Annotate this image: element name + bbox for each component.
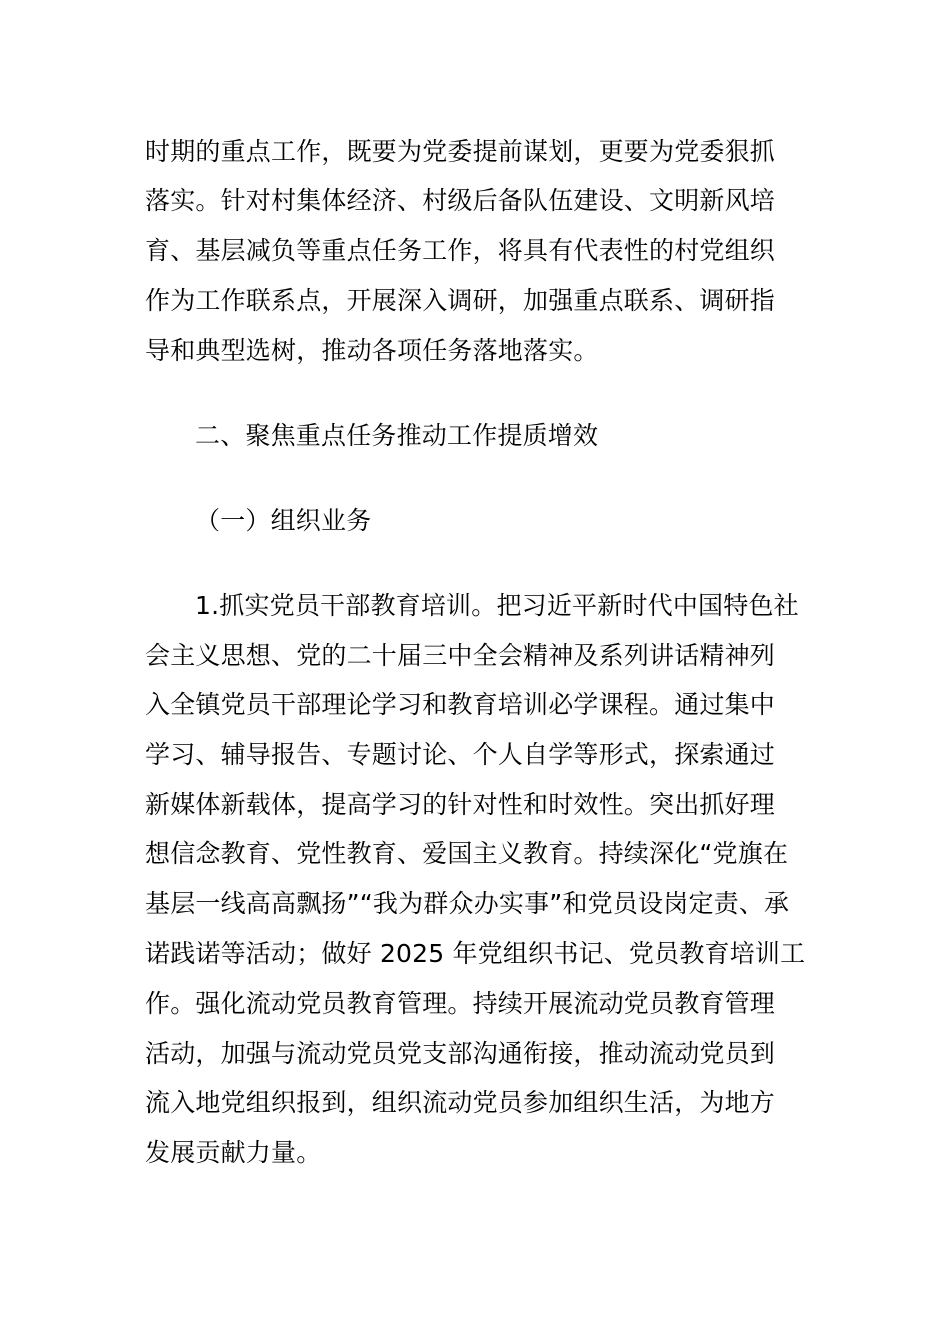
subheading-text: （一）组织业务 (195, 506, 372, 535)
text-line: 落实。针对村集体经济、村级后备队伍建设、文明新风培 (145, 186, 776, 215)
text-line: 导和典型选树，推动各项任务落地落实。 (145, 336, 599, 365)
text-line: 作为工作联系点，开展深入调研，加强重点联系、调研指 (145, 286, 776, 315)
text-line: 时期的重点工作，既要为党委提前谋划，更要为党委狠抓 (145, 137, 776, 166)
text-line: 新媒体新载体，提高学习的针对性和时效性。突出抓好理 (145, 790, 776, 819)
text-line: 发展贡献力量。 (145, 1138, 322, 1167)
text-line: 作。强化流动党员教育管理。持续开展流动党员教育管理 (145, 989, 776, 1018)
text-line: 1.抓实党员干部教育培训。把习近平新时代中国特色社 (195, 591, 799, 620)
text-line: 入全镇党员干部理论学习和教育培训必学课程。通过集中 (145, 690, 776, 719)
text-line: 基层一线高高飘扬”“我为群众办实事”和党员设岗定责、承 (145, 889, 790, 918)
text-line: 会主义思想、党的二十届三中全会精神及系列讲话精神列 (145, 641, 776, 670)
text-line: 想信念教育、党性教育、爱国主义教育。持续深化“党旗在 (145, 839, 789, 868)
text-line: 流入地党组织报到，组织流动党员参加组织生活，为地方 (145, 1088, 776, 1117)
text-line: 育、基层减负等重点任务工作，将具有代表性的村党组织 (145, 236, 776, 265)
text-line: 学习、辅导报告、专题讨论、个人自学等形式，探索通过 (145, 740, 776, 769)
heading-text: 二、聚焦重点任务推动工作提质增效 (195, 421, 599, 450)
text-line: 诺践诺等活动；做好 2025 年党组织书记、党员教育培训工 (145, 939, 806, 968)
text-line: 活动，加强与流动党员党支部沟通衔接，推动流动党员到 (145, 1039, 776, 1068)
